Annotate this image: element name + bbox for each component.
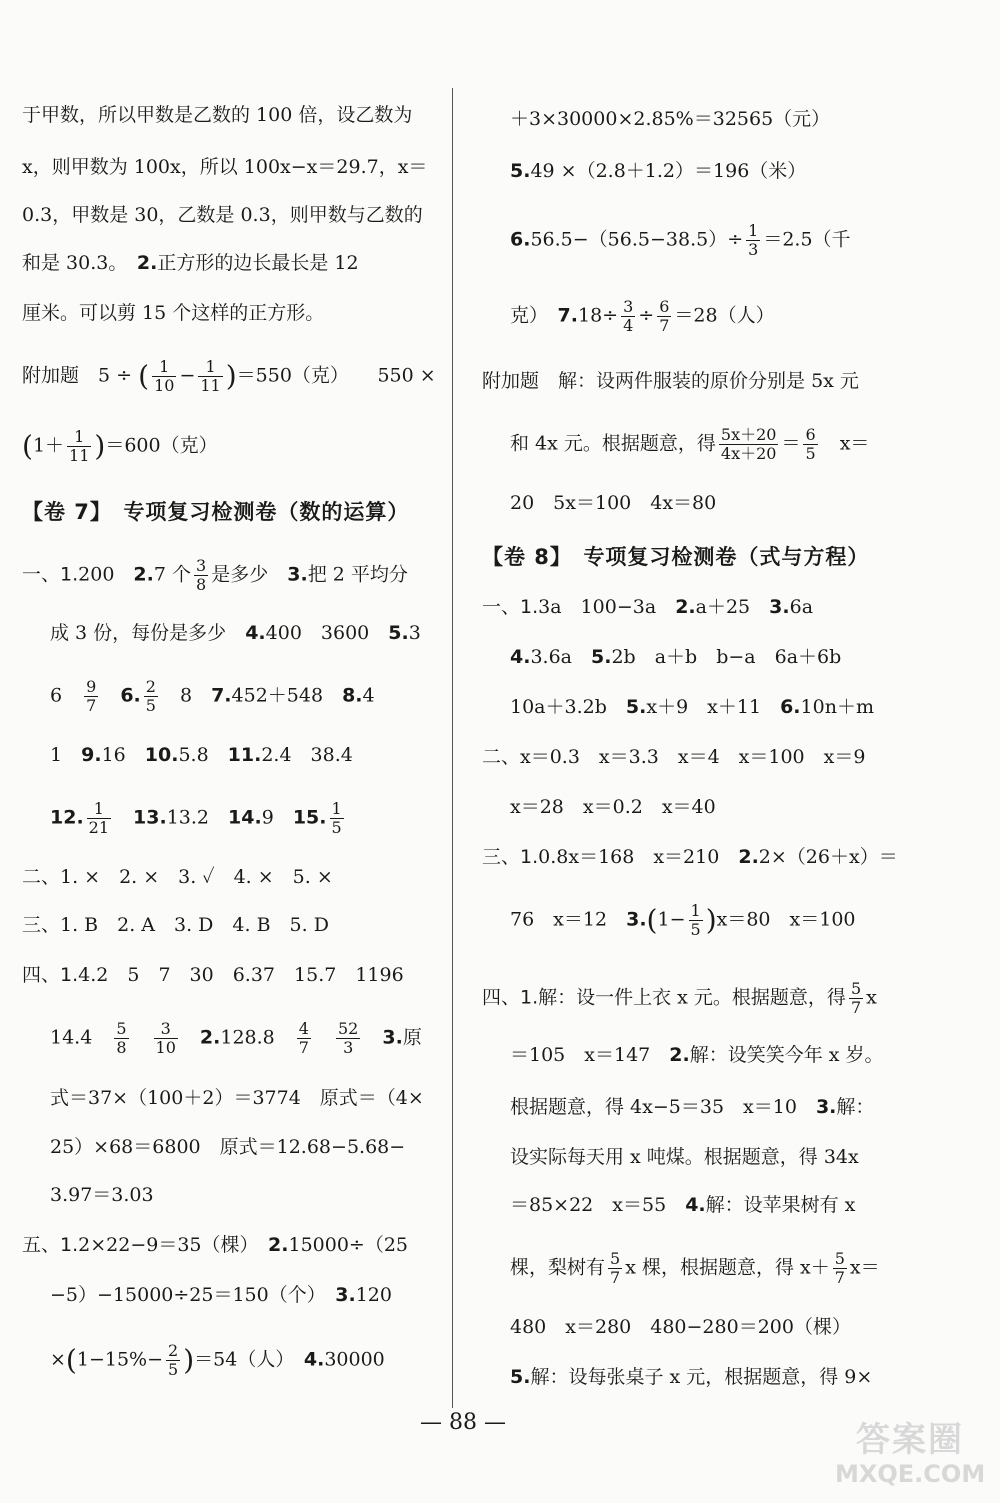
answer-line: 式＝37×（100＋2）＝3774 原式＝（4×: [50, 1087, 424, 1109]
answer-line: 成 3 份，每份是多少 4.400 3600 5.3: [50, 622, 421, 644]
answer-line: 三、1.0.8x＝168 x＝210 2.2×（26＋x）＝: [482, 846, 898, 868]
answer-line: 一、1.3a 100−3a 2.a＋25 3.6a: [482, 596, 814, 618]
answer-line: x＝28 x＝0.2 x＝40: [510, 796, 716, 818]
answer-line: 5.49 ×（2.8＋1.2）＝196（米）: [510, 160, 807, 182]
section-heading-8: 【卷 8】 专项复习检测卷（式与方程）: [482, 545, 870, 569]
answer-line: 12. $\frac{1}{21}$ 13.13.2 14.9 15. $\frac{1}{5}$: [50, 799, 342, 837]
answer-line: 四、1.解：设一件上衣 x 元。根据题意，得 $\frac{5}{7}$ x: [482, 979, 877, 1017]
answer-line: 四、1.4.2 5 7 30 6.37 15.7 1196: [22, 964, 404, 986]
answer-line: ×(1−15%− $\frac{2}{5}$ )＝54（人） 4.30000: [50, 1341, 385, 1379]
answer-line: 五、1.2×22−9＝35（棵） 2.15000÷（25: [22, 1234, 409, 1256]
answer-line: 0.3，甲数是 30，乙数是 0.3，则甲数与乙数的: [22, 204, 423, 226]
section-heading-7: 【卷 7】 专项复习检测卷（数的运算）: [22, 500, 410, 524]
bonus-label: 附加题: [22, 364, 80, 387]
answer-line: ＋3×30000×2.85%＝32565（元）: [510, 108, 831, 130]
bonus-question-line: 附加题 解：设两件服装的原价分别是 5x 元: [482, 370, 859, 392]
answer-line: ＝85×22 x＝55 4.解：设苹果树有 x: [510, 1194, 856, 1216]
answer-line: 3.97＝3.03: [50, 1184, 154, 1206]
answer-line: 480 x＝280 480−280＝200（棵）: [510, 1316, 851, 1338]
answer-line: 设实际每天用 x 吨煤。根据题意，得 34x: [510, 1146, 859, 1168]
answer-line: 根据题意，得 4x−5＝35 x＝10 3.解：: [510, 1096, 875, 1118]
watermark-logo: 答案圈 MXQE.COM: [835, 1420, 986, 1488]
answer-line: 25）×68＝6800 原式＝12.68−5.68−: [50, 1136, 406, 1158]
answer-line: ＝105 x＝147 2.解：设笑笑今年 x 岁。: [510, 1044, 884, 1066]
answer-line: 棵，梨树有 $\frac{5}{7}$ x 棵，根据题意，得 x＋ $\frac{5}{7}$ x＝: [510, 1249, 880, 1287]
answer-line: 和 4x 元。根据题意，得 $\frac{5x+20}{4x+20}$ ＝ $\frac{6}{5}$ x＝: [510, 425, 870, 463]
bonus-label: 附加题: [482, 370, 540, 392]
answer-line: 6 $\frac{9}{7}$ 6. $\frac{2}{5}$ 8 7.452＋548 8.4: [50, 677, 375, 715]
answer-line: 6.56.5−（56.5−38.5）÷ $\frac{1}{3}$ ＝2.5（千: [510, 221, 851, 259]
answer-line: 14.4 $\frac{5}{8}$ $\frac{3}{10}$ 2.128.8 $\frac{4}{7}$ $\frac{52}{3}$ 3.原: [50, 1019, 422, 1057]
answer-line: 二、1. × 2. × 3. ✓ 4. × 5. ×: [22, 866, 333, 888]
column-divider: [452, 88, 453, 1408]
answer-line: 4.3.6a 5.2b a＋b b−a 6a＋6b: [510, 646, 842, 668]
answer-line: 10a＋3.2b 5.x＋9 x＋11 6.10n＋m: [510, 696, 874, 718]
answer-line: 二、x＝0.3 x＝3.3 x＝4 x＝100 x＝9: [482, 746, 866, 768]
answer-line: x，则甲数为 100x，所以 100x−x＝29.7，x＝: [22, 156, 428, 178]
answer-line: 于甲数，所以甲数是乙数的 100 倍，设乙数为: [22, 104, 413, 126]
answer-line: −5）−15000÷25＝150（个） 3.120: [50, 1284, 392, 1306]
answer-line: 克） 7.18÷ $\frac{3}{4}$ ÷ $\frac{6}{7}$ ＝28（人）: [510, 297, 775, 335]
answer-line: 一、1.200 2.7 个 $\frac{3}{8}$ 是多少 3.把 2 平均分: [22, 556, 408, 594]
answer-line: 5.解：设每张桌子 x 元，根据题意，得 9×: [510, 1366, 873, 1388]
answer-line: 20 5x＝100 4x＝80: [510, 492, 717, 514]
answer-line: 76 x＝12 3.(1− $\frac{1}{5}$ )x＝80 x＝100: [510, 901, 856, 939]
bonus-question-line: (1＋ $\frac{1}{11}$ )＝600（克）: [22, 427, 218, 465]
answer-line: 和是 30.3。 2.正方形的边长最长是 12: [22, 252, 359, 274]
answer-line: 三、1. B 2. A 3. D 4. B 5. D: [22, 914, 329, 936]
bonus-question-line: 附加题 5 ÷ ( $\frac{1}{10}$ − $\frac{1}{11}$ )＝550（克） 550 ×: [22, 357, 436, 395]
answer-line: 厘米。可以剪 15 个这样的正方形。: [22, 302, 325, 324]
page-number: — 88 —: [420, 1410, 506, 1435]
answer-line: 1 9.16 10.5.8 11.2.4 38.4: [50, 744, 353, 766]
